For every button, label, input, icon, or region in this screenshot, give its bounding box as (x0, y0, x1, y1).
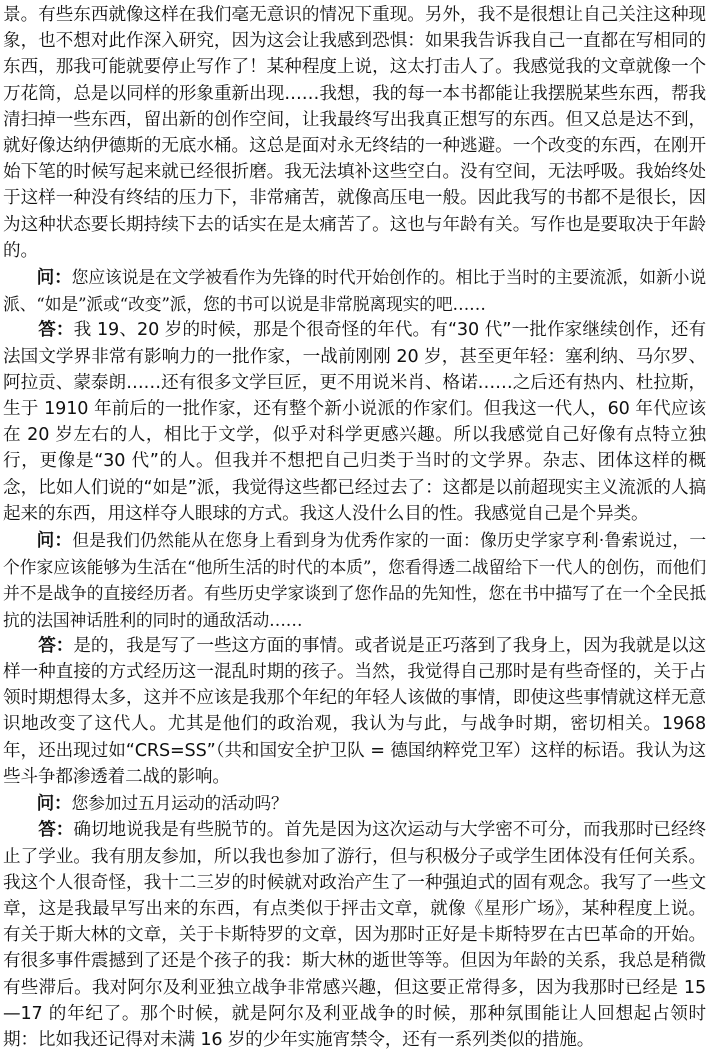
paragraph-continuation (3, 2, 706, 264)
answer-paragraph (3, 817, 706, 1053)
answer-paragraph (3, 317, 706, 527)
paragraph-text: 景。有些东西就像这样在我们毫无意识的情况下重现。另外，我不是很想让自己关注这种现象，也不想对此作深入研究，因为这会让我感到恐惧：如果我告诉我自己一直都在写相同的东西，那我可能就要停止写作了！某种程度上说，这太打击人了。我感觉我的文章就像一个万花筒，总是以同样的形象重新出现……我想，我的每一本书都能让我摆脱某些东西，帮我清扫掉一些东西，留出新的创作空间，让我最终写出我真正想写的东西。但又总是达不到，就好像达纳伊德斯的无底水桶。这总是面对永无终结的一种逃避。一个改变的东西，在刚开始下笔的时候写起来就已经很折磨。我无法填补这些空白。没有空间，无法呼吸。我始终处于这样一种没有终结的压力下，非常痛苦，就像高压电一般。因此我写的书都不是很长，因为这种状态要长期持续下去的话实在是太痛苦了。这也与年龄有关。写作也是要取决于年龄的。 (3, 5, 706, 261)
question-text: 您应该说是在文学被看作为先锋的时代开始创作的。相比于当时的主要流派，如新小说派、“如是”派或“改变”派，您的书可以说是非常脱离现实的吧…… (3, 267, 707, 315)
answer-text: 是的，我是写了一些这方面的事情。或者说是正巧落到了我身上，因为我就是以这样一种直接的方式经历这一混乱时期的孩子。当然，我觉得自己那时是有些奇怪的，关于占领时期想得太多，这并不应该是我那个年纪的年轻人该做的事情，即使这些事情就这样无意识地改变了这代人。尤其是他们的政治观，我认为与此，与战争时期，密切相关。1968 年，还出现过如“CRS=SS”（共和国安全护卫队 = 德国纳粹党卫军）这样的标语。我认为这些斗争都渗透着二战的影响。 (3, 635, 706, 787)
question-text: 您参加过五月运动的活动吗？ (71, 793, 288, 814)
question-paragraph (3, 790, 706, 817)
answer-text: 我 19、20 岁的时候，那是个很奇怪的年代。有“30 代”一批作家继续创作，还有法国文学界非常有影响力的一批作家，一战前刚刚 20 岁，甚至更年轻：塞利纳、马尔罗、阿拉贡、蒙泰朗……还有很多文学巨匠，更不用说米肖、格诺……之后还有热内、杜拉斯，生于 1910 年前后的一批作家，还有整个新小说派的作家们。但我这一代人，60 年代应该在 20 岁左右的人，相比于文学，似乎对科学更感兴趣。所以我感觉自己好像有点特立独行，更像是“30 代”的人。但我并不想把自己归类于当时的文学界。杂志、团体这样的概念，比如人们说的“如是”派，我觉得这些都已经过去了：这都是以前超现实主义流派的人搞起来的东西，用这样夺人眼球的方式。我这人没什么目的性。我感觉自己是个异类。 (3, 320, 707, 524)
answer-paragraph (3, 633, 706, 790)
question-paragraph (3, 264, 706, 317)
question-label: 问： (36, 531, 73, 552)
question-label: 问： (36, 268, 72, 289)
document-page (3, 2, 707, 1050)
answer-label: 答： (38, 635, 74, 656)
answer-text: 确切地说我是有些脱节的。首先是因为这次运动与大学密不可分，而我那时已经终止了学业。我有朋友参加，所以我也参加了游行，但与积极分子或学生团体没有任何关系。我这个人很奇怪，我十二三岁的时候就对政治产生了一种强迫式的固有观念。我写了一些文章，这是我最早写出来的东西，有点类似于抨击文章，就像《星形广场》，某种程度上说。有关于斯大林的文章，关于卡斯特罗的文章，因为那时正好是卡斯特罗在古巴革命的开始。有很多事件震撼到了还是个孩子的我：斯大林的逝世等等。但因为年龄的关系，我总是稍微有些滞后。我对阿尔及利亚独立战争非常感兴趣，但这要正常得多，因为我那时已经是 15—17 的年纪了。那个时候，就是阿尔及利亚战争的时候，那种氛围能让人回想起占领时期：比如我还记得对未满 16 岁的少年实施宵禁令，还有一系列类似的措施。 (3, 820, 706, 1050)
answer-label: 答： (38, 820, 74, 841)
question-paragraph (3, 527, 706, 633)
question-label: 问： (36, 794, 72, 815)
question-text: 但是我们仍然能从在您身上看到身为优秀作家的一面：像历史学家亨利·鲁索说过，一个作家应该能够为生活在“他所生活的时代的本质”，您看得透二战留给下一代人的创伤，而他们并不是战争的直接经历者。有些历史学家谈到了您作品的先知性，您在书中描写了在一个全民抵抗的法国神话胜利的同时的通敌活动…… (3, 530, 706, 630)
answer-label: 答： (38, 320, 74, 341)
